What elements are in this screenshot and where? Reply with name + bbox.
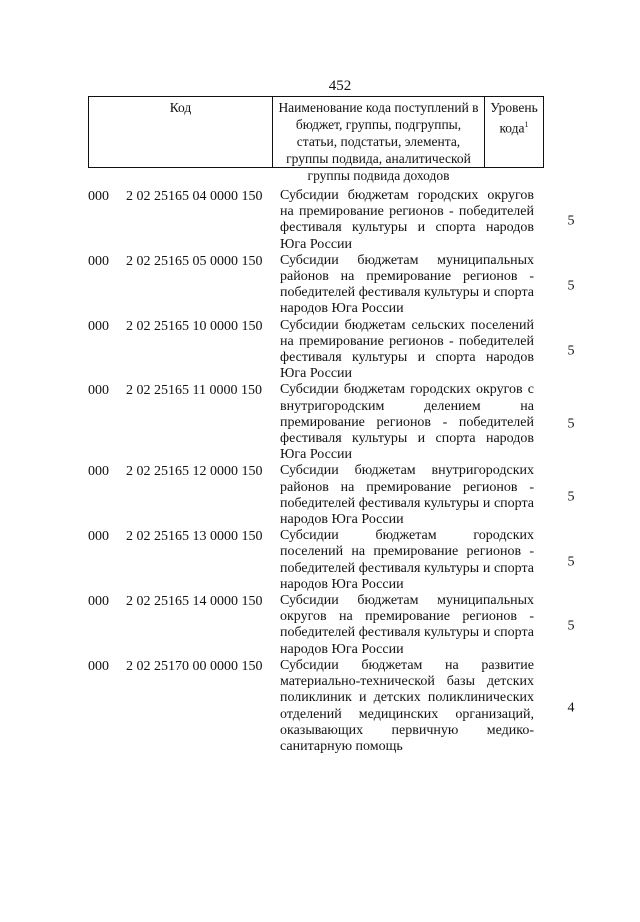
admin-code: 000 [88,594,109,610]
header-level-label: Уровень кода [490,100,538,136]
revenue-code: 2 02 25165 04 0000 150 [126,189,263,204]
table-header [88,96,544,183]
revenue-name: Субсидии бюджетам муниципальных округов на премирование регионов - победителей фестиваля культуры и спорта народов Юга России [280,593,534,657]
admin-code: 000 [88,318,109,334]
revenue-name: Субсидии бюджетам городских округов с внутригородским делением на премирование регионов - победителей фестиваля культуры и спорта народов Юга России [280,382,534,463]
table-row [0,528,640,593]
table-body [0,188,640,755]
header-name: Наименование кода поступлений в бюджет, группы, подгруппы, статьи, подстатьи, элемента, группы подвида, аналитической группы подвида доходов [273,97,485,167]
revenue-name: Субсидии бюджетам городских округов на премирование регионов - победителей фестиваля культуры и спорта народов Юга России [280,188,534,252]
table-row [0,253,640,318]
table-row [0,318,640,383]
table-row [0,658,640,755]
revenue-code: 2 02 25165 10 0000 150 [126,318,263,334]
header-level [485,97,543,167]
code-level: 5 [567,554,575,570]
revenue-name: Субсидии бюджетам на развитие материально-технической базы детских поликлиник и детских поликлинических отделений медицинских организаций, оказывающих первичную медико-санитарную помощь [280,657,534,754]
code-level: 5 [567,619,575,635]
admin-code: 000 [88,658,109,674]
table-row [0,382,640,463]
code-level: 5 [567,343,575,359]
table-row [0,463,640,528]
revenue-code: 2 02 25165 11 0000 150 [126,383,262,399]
code-level: 5 [567,214,575,230]
code-level: 4 [567,700,575,716]
header-level-footnote: 1 [524,120,529,129]
code-level: 5 [567,416,575,432]
revenue-name: Субсидии бюджетам сельских поселений на премирование регионов - победителей фестиваля культуры и спорта народов Юга России [280,317,534,382]
code-level: 5 [567,278,575,294]
revenue-name: Субсидии бюджетам внутригородских районов на премирование регионов - победителей фестиваля культуры и спорта народов Юга России [280,463,534,528]
header-code: Код [89,97,273,167]
admin-code: 000 [88,383,109,399]
revenue-code: 2 02 25165 12 0000 150 [126,464,263,480]
revenue-name: Субсидии бюджетам городских поселений на премирование регионов - победителей фестиваля культуры и спорта народов Юга России [280,528,534,592]
revenue-code: 2 02 25165 14 0000 150 [126,594,263,610]
admin-code: 000 [88,189,109,204]
revenue-code: 2 02 25170 00 0000 150 [126,658,263,674]
admin-code: 000 [88,253,109,269]
admin-code: 000 [88,464,109,480]
revenue-name: Субсидии бюджетам муниципальных районов на премирование регионов - победителей фестиваля культуры и спорта народов Юга России [280,252,534,317]
code-level: 5 [567,489,575,505]
table-row [0,188,640,253]
revenue-code: 2 02 25165 13 0000 150 [126,529,263,545]
admin-code: 000 [88,529,109,545]
revenue-code: 2 02 25165 05 0000 150 [126,253,263,269]
page-number: 452 [328,78,352,94]
table-row [0,593,640,658]
